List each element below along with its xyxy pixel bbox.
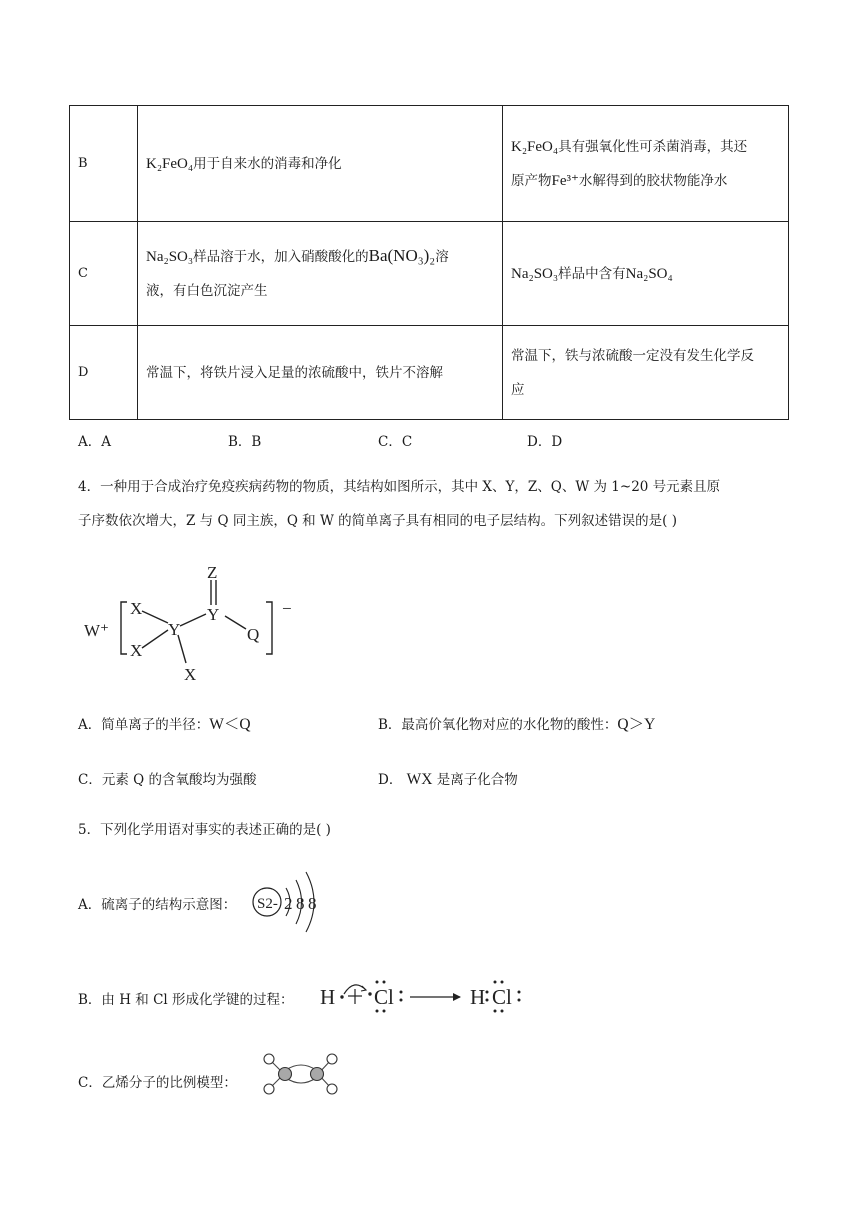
q4-stem-line1: 4．一种用于合成治疗免疫疾病药物的物质，其结构如图所示，其中 X、Y，Z、Q、W 为 1~20 号元素且原: [78, 479, 721, 495]
option-expression: WX: [406, 771, 433, 788]
formula: Na₂SO₃: [511, 265, 559, 282]
row-label: D: [70, 326, 138, 420]
bond: [142, 630, 168, 648]
reason-text: 水解得到的胶状物能净水: [578, 172, 728, 189]
reason-text: 常温下，铁与浓硫酸一定没有发生化学反: [511, 347, 754, 364]
nucleus-label: S2-: [257, 896, 278, 912]
q4-stem-line2: 子序数依次增大，Z 与 Q 同主族，Q 和 W 的简单离子具有相同的电子层结构。下列叙述错误的是( ): [78, 513, 677, 529]
q5-stem: 5．下列化学用语对事实的表述正确的是( ): [78, 822, 331, 838]
table-row: [70, 326, 789, 420]
option-expression: Q＞Y: [617, 716, 656, 733]
q3-option-a[interactable]: A．A: [78, 434, 111, 450]
statement-text: 溶: [435, 249, 449, 265]
reactant-cl: Cl: [374, 985, 394, 1009]
statement-cell: 常温下，将铁片浸入足量的浓硫酸中，铁片不溶解: [138, 326, 503, 420]
q5-option-b[interactable]: B．由 H 和 Cl 形成化学键的过程：: [78, 992, 294, 1008]
q4-option-c[interactable]: C．元素 Q 的含氧酸均为强酸: [78, 772, 257, 788]
product-h: H: [470, 985, 486, 1009]
formula: Na₂SO₄: [625, 265, 673, 282]
formula: Na₂SO₃: [146, 249, 194, 265]
reason-text: 应: [511, 381, 525, 398]
bond: [225, 616, 246, 629]
row-label: B: [70, 106, 138, 222]
q4-option-b[interactable]: [378, 712, 655, 734]
option-text: D．: [378, 772, 403, 788]
q4-option-d[interactable]: [378, 768, 518, 789]
reason-text: 样品中含有: [558, 265, 626, 282]
statement-text: 样品溶于水，加入硝酸酸化的: [193, 249, 369, 265]
bond: [178, 635, 186, 663]
option-text: 是离子化合物: [436, 772, 518, 788]
bond: [142, 611, 168, 623]
formula: K₂FeO₄: [146, 155, 194, 172]
structure-atom: Q: [247, 625, 260, 644]
answer-table: [69, 105, 789, 420]
reason-cell: [503, 222, 789, 326]
structure-cation: W⁺: [84, 621, 110, 640]
reagent: Ba(NO₃)₂: [368, 246, 436, 265]
q3-option-d[interactable]: D．D: [527, 434, 563, 450]
ion: Fe³⁺: [551, 172, 579, 189]
q5-option-c[interactable]: C．乙烯分子的比例模型：: [78, 1075, 237, 1091]
structure-charge: −: [282, 599, 292, 618]
hcl-bond-formation-diagram: [318, 974, 528, 1018]
structure-atom: X: [184, 665, 197, 683]
statement-cell: [138, 106, 503, 222]
ethylene-model-diagram: [258, 1052, 340, 1096]
statement-text: 液，有白色沉淀产生: [146, 283, 268, 299]
reason-text: 具有强氧化性可杀菌消毒，其还: [558, 138, 748, 155]
formula: K₂FeO₄: [511, 138, 559, 155]
bracket-left: [121, 602, 127, 654]
statement-cell: [138, 222, 503, 326]
table-row: [70, 222, 789, 326]
q4-option-a[interactable]: [78, 712, 251, 734]
q5-option-a[interactable]: A．硫离子的结构示意图：: [78, 897, 237, 913]
structure-atom: Y: [207, 605, 220, 624]
bracket-right: [266, 602, 272, 654]
q3-option-b[interactable]: B．B: [228, 434, 262, 450]
structure-atom: Z: [207, 563, 218, 582]
shell-count: 2: [284, 894, 293, 913]
shell-count: 8: [296, 894, 305, 913]
q4-structure-diagram: [80, 558, 300, 683]
bond: [180, 614, 206, 626]
structure-atom: X: [130, 641, 143, 660]
structure-atom: X: [130, 599, 143, 618]
statement-text: 用于自来水的消毒和净化: [193, 155, 342, 172]
option-text: A．简单离子的半径：: [78, 717, 210, 733]
reason-cell: [503, 326, 789, 420]
reactant-h: H: [320, 985, 336, 1009]
structure-atom: Y: [168, 620, 181, 639]
row-label: C: [70, 222, 138, 326]
sulfide-ion-structure-diagram: [250, 864, 330, 940]
q3-option-c[interactable]: C．C: [378, 434, 413, 450]
option-expression: W＜Q: [209, 716, 251, 733]
reason-text: 原产物: [511, 172, 552, 189]
reason-cell: [503, 106, 789, 222]
shell-count: 8: [308, 894, 317, 913]
table-row: [70, 106, 789, 222]
product-cl: Cl: [492, 985, 512, 1009]
option-text: B．最高价氧化物对应的水化物的酸性：: [378, 717, 618, 733]
